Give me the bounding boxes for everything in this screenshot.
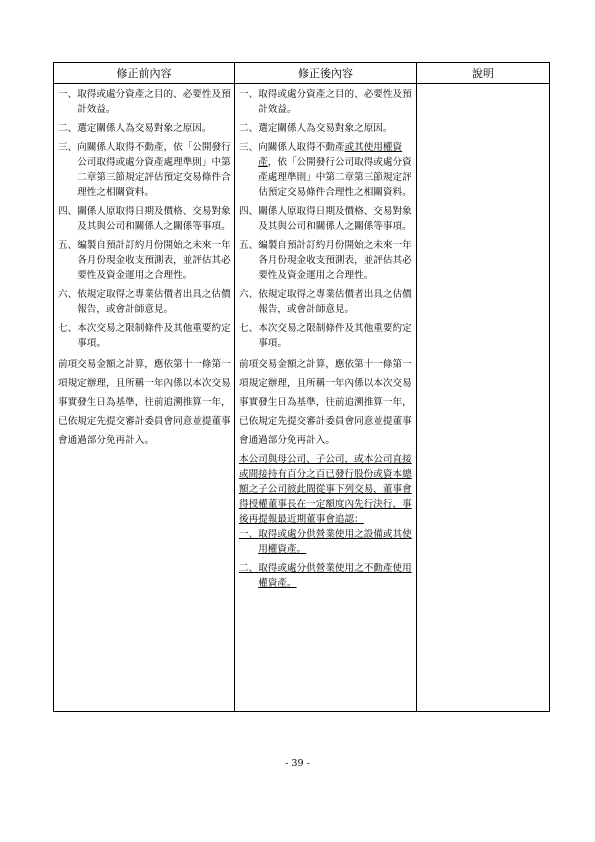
after-new-paragraph: 本公司與母公司、子公司，或本公司直接或間接持有百分之百已發行股份或資本總額之子公司彼此間從事下列交易，董事會得授權董事長在一定額度內先行決行，事後再提報最近期董事會追認： <box>239 454 412 525</box>
item-text: 依規定取得之專業估價者出具之估價報告，或會計師意見。 <box>77 289 231 315</box>
item-number: 七、 <box>239 323 259 334</box>
before-paragraph: 前項交易金額之計算，應依第十一條第一項規定辦理，且所稱一年內係以本次交易事實發生日為基準，往前追溯推算一年，已依規定先提交審計委員會同意並提董事會通過部分免再計入。 <box>58 359 231 446</box>
before-item <box>58 87 231 117</box>
item-text <box>258 287 413 317</box>
after-item <box>239 204 413 234</box>
header-before-amendment: 修正前內容 <box>54 63 235 84</box>
item-number: 二、 <box>58 123 78 134</box>
item-text-part: 本次交易之限制條件及其他重要約定事項。 <box>258 323 412 349</box>
comparison-table <box>53 62 550 712</box>
item-number: 四、 <box>58 206 78 217</box>
item-text-part: 依規定取得之專業估價者出具之估價報告，或會計師意見。 <box>258 289 412 315</box>
before-item <box>58 321 231 351</box>
item-text <box>258 204 413 234</box>
item-text-amended: 或其使用權資產 <box>258 142 403 168</box>
item-text: 取得或處分供營業使用之不動產使用權資產。 <box>258 563 412 589</box>
table-body-row <box>54 84 550 712</box>
before-item-list <box>58 87 231 351</box>
item-text: 向關係人取得不動產，依「公開發行公司取得或處分資產處理準則」中第二章第三節規定評估預定交易條件合理性之相關資料。 <box>77 142 231 198</box>
item-text: 取得或處分供營業使用之設備或其使用權資產。 <box>258 529 412 555</box>
item-text <box>258 321 413 351</box>
item-text <box>258 121 413 136</box>
item-text: 編製自預計訂約月份開始之未來一年各月份現金收支預測表，並評估其必要性及資金運用之合理性。 <box>77 240 231 281</box>
item-number: 六、 <box>58 289 78 300</box>
item-text-part: 關係人原取得日期及價格、交易對象及其與公司和關係人之關係等事項。 <box>258 206 412 232</box>
item-text-part: 編製自預計訂約月份開始之未來一年各月份現金收支預測表，並評估其必要性及資金運用之合理性。 <box>258 240 412 281</box>
item-text <box>258 238 413 283</box>
item-number: 二、 <box>239 563 259 574</box>
item-number: 五、 <box>58 240 78 251</box>
item-number: 一、 <box>239 529 259 540</box>
item-text-part: 取得或處分資產之目的、必要性及預計效益。 <box>258 89 412 115</box>
after-item <box>239 321 413 351</box>
before-item <box>58 140 231 200</box>
item-number: 四、 <box>239 206 259 217</box>
explanation-cell <box>417 84 550 712</box>
page-number: - 39 - <box>285 758 310 769</box>
item-number: 六、 <box>239 289 259 300</box>
after-amendment-cell <box>235 84 417 712</box>
item-number: 一、 <box>58 89 78 100</box>
item-text <box>258 87 413 117</box>
after-paragraph: 前項交易金額之計算，應依第十一條第一項規定辦理，且所稱一年內係以本次交易事實發生日為基準，往前追溯推算一年，已依規定先提交審計委員會同意並提董事會通過部分免再計入。 <box>239 359 412 446</box>
after-new-item <box>239 527 413 557</box>
table-header-row <box>54 63 550 84</box>
header-explanation: 說明 <box>417 63 550 84</box>
after-new-item-list <box>239 527 413 591</box>
item-text: 選定關係人為交易對象之原因。 <box>77 123 212 134</box>
before-amendment-cell <box>54 84 235 712</box>
after-item <box>239 140 413 200</box>
item-number: 一、 <box>239 89 259 100</box>
item-text <box>258 140 413 200</box>
after-item-list <box>239 87 413 351</box>
item-text: 本次交易之限制條件及其他重要約定事項。 <box>77 323 231 349</box>
after-new-item <box>239 561 413 591</box>
item-number: 三、 <box>239 142 259 153</box>
item-text-part: 向關係人取得不動產 <box>258 142 345 153</box>
item-number: 七、 <box>58 323 78 334</box>
item-text: 取得或處分資產之目的、必要性及預計效益。 <box>77 89 231 115</box>
item-number: 五、 <box>239 240 259 251</box>
before-item <box>58 238 231 283</box>
after-item <box>239 87 413 117</box>
item-number: 二、 <box>239 123 259 134</box>
before-item <box>58 204 231 234</box>
after-item <box>239 238 413 283</box>
item-text: 關係人原取得日期及價格、交易對象及其與公司和關係人之關係等事項。 <box>77 206 231 232</box>
before-item <box>58 121 231 136</box>
before-item <box>58 287 231 317</box>
item-text-part: ，依「公開發行公司取得或處分資產處理準則」中第二章第三節規定評估預定交易條件合理性之相關資料。 <box>258 157 412 198</box>
item-text-part: 選定關係人為交易對象之原因。 <box>258 123 393 134</box>
header-after-amendment: 修正後內容 <box>235 63 417 84</box>
after-item <box>239 287 413 317</box>
after-item <box>239 121 413 136</box>
item-number: 三、 <box>58 142 78 153</box>
